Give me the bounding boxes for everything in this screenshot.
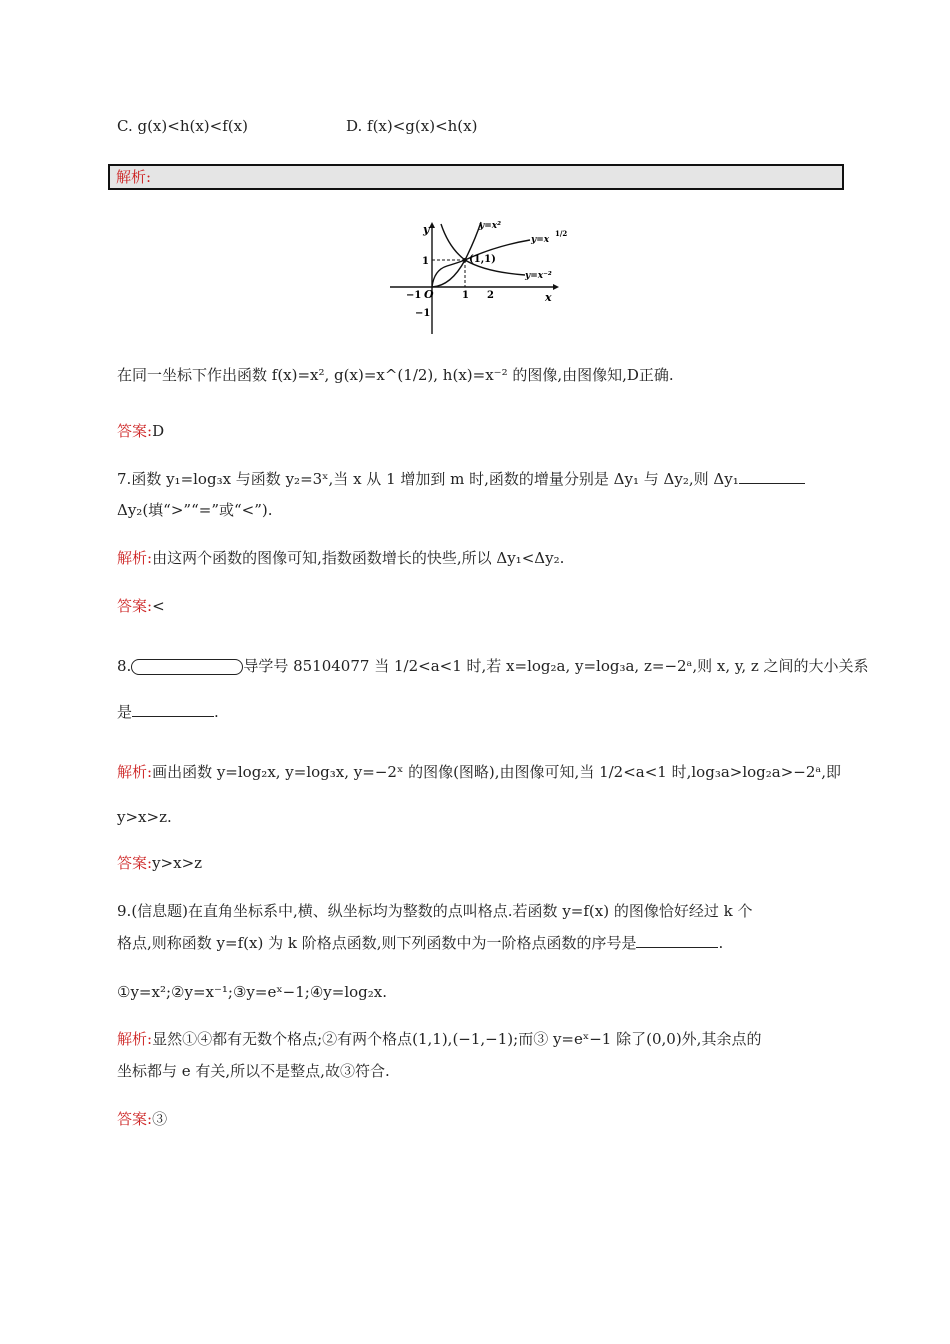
q8-analysis-text1: 画出函数 y=log₂x, y=log₃x, y=−2ˣ 的图像(图略),由图像可知,当 1/2<a<1 时,log₃a>log₂a>−2ᵃ,即 bbox=[152, 763, 841, 781]
q9-analysis-label: 解析: bbox=[117, 1030, 153, 1048]
label-y: y bbox=[423, 223, 430, 236]
q9-stem-line1 bbox=[117, 901, 752, 921]
q9-analysis-text1: 显然①④都有无数个格点;②有两个格点(1,1),(−1,−1);而③ y=eˣ−1 除了(0,0)外,其余点的 bbox=[152, 1030, 762, 1048]
label-neg1-x: −1 bbox=[406, 290, 422, 301]
label-neg1-y: −1 bbox=[415, 308, 431, 319]
q8-stem-line2: 是 . bbox=[117, 703, 219, 721]
q8-analysis-line1 bbox=[117, 762, 841, 782]
label-point: (1,1) bbox=[469, 254, 496, 265]
curve-label-sqrt: y=x bbox=[531, 235, 550, 245]
q9-stem2: 格点,则称函数 y=f(x) 为 k 阶格点函数,则下列函数中为一阶格点函数的序号是 bbox=[117, 934, 637, 952]
q7-analysis-label: 解析: bbox=[117, 549, 153, 567]
q8-answer-row bbox=[117, 853, 202, 873]
q6-answer: D bbox=[152, 422, 165, 440]
q9-stem-line2: 格点,则称函数 y=f(x) 为 k 阶格点函数,则下列函数中为一阶格点函数的序号是 . bbox=[117, 934, 724, 952]
q8-answer-label: 答案: bbox=[117, 854, 153, 872]
q9-number: 9. bbox=[117, 902, 132, 920]
q7-answer-row bbox=[117, 596, 165, 616]
q8-stem2: 是 bbox=[117, 703, 133, 721]
q8-stem-line1 bbox=[117, 656, 869, 676]
q8-tag-box bbox=[131, 659, 243, 675]
function-graph bbox=[385, 212, 575, 337]
y-axis-arrow bbox=[429, 222, 435, 228]
q7-answer: < bbox=[152, 597, 165, 615]
q8-analysis-line2: y>x>z. bbox=[117, 808, 172, 826]
q7-stem1: 函数 y₁=log₃x 与函数 y₂=3ˣ,当 x 从 1 增加到 m 时,函数的增量分别是 Δy₁ 与 Δy₂,则 Δy₁ bbox=[131, 470, 739, 488]
intersection-point bbox=[463, 258, 467, 262]
label-origin: O bbox=[424, 288, 434, 301]
q6-answer-row bbox=[117, 421, 164, 441]
q8-number: 8. bbox=[117, 657, 132, 675]
q8-stem1: 当 1/2<a<1 时,若 x=log₂a, y=log₃a, z=−2ᵃ,则 x, y, z 之间的大小关系 bbox=[374, 657, 869, 675]
x-axis-arrow bbox=[553, 284, 559, 290]
q7-blank bbox=[739, 469, 805, 484]
q9-blank bbox=[636, 933, 718, 948]
q9-options: ①y=x²;②y=x⁻¹;③y=eˣ−1;④y=log₂x. bbox=[117, 983, 387, 1001]
analysis-header-box bbox=[108, 164, 844, 190]
q9-answer: ③ bbox=[152, 1110, 168, 1128]
label-1-y: 1 bbox=[422, 256, 429, 267]
q8-guide: 导学号 85104077 bbox=[243, 657, 370, 675]
q8-analysis-label: 解析: bbox=[117, 763, 153, 781]
q7-stem-line2: Δy₂(填“>”“=”或“<”). bbox=[117, 501, 273, 519]
q6-explanation: 在同一坐标下作出函数 f(x)=x², g(x)=x^(1/2), h(x)=x⁻² 的图像,由图像知,D正确. bbox=[117, 366, 674, 384]
q7-number: 7. bbox=[117, 470, 132, 488]
q6-answer-label: 答案: bbox=[117, 422, 153, 440]
curve-label-sqrt-exp: 1/2 bbox=[555, 229, 568, 238]
choice-d: D. f(x)<g(x)<h(x) bbox=[346, 117, 478, 135]
q7-stem-line1 bbox=[117, 469, 805, 489]
q7-answer-label: 答案: bbox=[117, 597, 153, 615]
curve-inverse-square bbox=[441, 224, 525, 275]
label-1-x: 1 bbox=[462, 290, 469, 301]
q9-stem1: (信息题)在直角坐标系中,横、纵坐标均为整数的点叫格点.若函数 y=f(x) 的图像恰好经过 k 个 bbox=[131, 902, 753, 920]
label-x: x bbox=[545, 291, 552, 304]
label-2-x: 2 bbox=[487, 290, 494, 301]
analysis-header-label: 解析: bbox=[116, 168, 152, 186]
curve-label-x2: y=x² bbox=[479, 221, 502, 231]
q8-blank bbox=[132, 702, 214, 717]
q9-analysis-line2: 坐标都与 e 有关,所以不是整点,故③符合. bbox=[117, 1062, 390, 1080]
q7-analysis bbox=[117, 548, 564, 568]
q9-analysis-line1 bbox=[117, 1029, 761, 1049]
q8-answer: y>x>z bbox=[152, 854, 203, 872]
curve-label-inv2: y=x⁻² bbox=[525, 271, 552, 281]
q9-answer-row bbox=[117, 1109, 167, 1129]
q9-answer-label: 答案: bbox=[117, 1110, 153, 1128]
choice-c: C. g(x)<h(x)<f(x) bbox=[117, 117, 248, 135]
q7-analysis-text: 由这两个函数的图像可知,指数函数增长的快些,所以 Δy₁<Δy₂. bbox=[152, 549, 565, 567]
